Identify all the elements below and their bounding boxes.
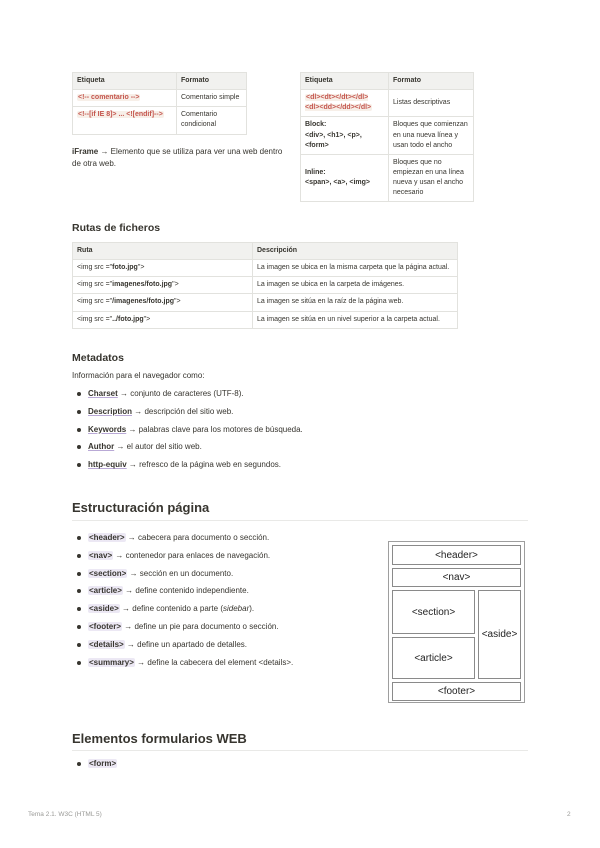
diagram-footer: <footer> xyxy=(392,682,521,701)
block-label: Block: xyxy=(305,121,327,129)
table-row: <img src ="foto.jpg"> La imagen se ubica en la misma carpeta que la página actual. xyxy=(73,260,458,277)
page-structure-diagram xyxy=(388,541,525,703)
diagram-article: <article> xyxy=(392,637,475,679)
inline-label: Inline: xyxy=(305,168,326,176)
iframe-description: → Elemento que se utiliza para ver una web dentro de otra web. xyxy=(72,147,283,168)
path-value: /imagenes/foto.jpg xyxy=(112,298,175,306)
dl-tags: <dl><dt></dt></dl> <dl><dd></dd></dl> xyxy=(305,94,372,112)
list-item: Keywords → palabras clave para los motores de búsqueda. xyxy=(72,424,303,442)
table-cell: Comentario condicional xyxy=(177,107,247,134)
table-row xyxy=(301,154,474,202)
diagram-aside: <aside> xyxy=(478,590,521,679)
table-header-formato: Formato xyxy=(177,73,247,90)
list-item: <article> → define contenido independiente. xyxy=(72,585,293,603)
table-row xyxy=(73,107,247,134)
list-item: <aside> → define contenido a parte (sidebar). xyxy=(72,603,293,621)
list-item: <nav> → contenedor para enlaces de navegación. xyxy=(72,550,293,568)
iframe-keyword: iFrame xyxy=(72,147,99,156)
rutas-table xyxy=(72,242,458,329)
rutas-heading: Rutas de ficheros xyxy=(72,222,161,234)
list-item: <summary> → define la cabecera del element <details>. xyxy=(72,657,293,675)
table-row: <img src ="/imagenes/foto.jpg"> La imagen se sitúa en la raíz de la página web. xyxy=(73,294,458,311)
list-item: Description → descripción del sitio web. xyxy=(72,406,303,424)
divider xyxy=(72,750,528,751)
formularios-heading: Elementos formularios WEB xyxy=(72,731,247,746)
list-item: http-equiv → refresco de la página web en segundos. xyxy=(72,459,303,477)
list-item: Charset → conjunto de caracteres (UTF-8). xyxy=(72,388,303,406)
path-value: ../foto.jpg xyxy=(112,315,144,323)
table-row xyxy=(301,90,474,117)
path-value: imagenes/foto.jpg xyxy=(112,281,173,289)
lists-blocks-table xyxy=(300,72,474,202)
comment-tag: <!-- comentario --> xyxy=(78,94,140,102)
table-header-formato: Formato xyxy=(389,73,474,90)
list-item: <header> → cabecera para documento o sección. xyxy=(72,532,293,550)
formularios-list xyxy=(72,758,117,776)
estructuracion-heading: Estructuración página xyxy=(72,500,210,515)
divider xyxy=(72,520,528,521)
table-row: <img src ="imagenes/foto.jpg"> La imagen se ubica en la carpeta de imágenes. xyxy=(73,277,458,294)
diagram-section: <section> xyxy=(392,590,475,634)
list-item: <section> → sección en un documento. xyxy=(72,568,293,586)
conditional-comment-tag: <!--[if IE 8]> ... <![endif]--> xyxy=(78,111,163,119)
table-header-ruta: Ruta xyxy=(73,243,253,260)
iframe-paragraph xyxy=(72,146,287,169)
table-cell: Bloques que no empiezan en una línea nueva y usan el ancho necesario xyxy=(389,154,474,202)
metadatos-list xyxy=(72,388,303,477)
table-cell: Listas descriptivas xyxy=(389,90,474,117)
list-item: Author → el autor del sitio web. xyxy=(72,441,303,459)
page-number: 2 xyxy=(567,811,571,818)
table-cell: La imagen se sitúa en la raíz de la página web. xyxy=(253,294,458,311)
list-item: <form> xyxy=(72,758,117,776)
table-row xyxy=(73,90,247,107)
path-value: foto.jpg xyxy=(112,264,138,272)
diagram-nav: <nav> xyxy=(392,568,521,587)
table-row xyxy=(301,117,474,154)
table-cell: La imagen se ubica en la misma carpeta que la página actual. xyxy=(253,260,458,277)
metadatos-intro: Información para el navegador como: xyxy=(72,371,205,380)
table-header-etiqueta: Etiqueta xyxy=(301,73,389,90)
metadatos-heading: Metadatos xyxy=(72,352,124,364)
table-cell: Bloques que comienzan en una nueva línea y usan todo el ancho xyxy=(389,117,474,154)
comments-table xyxy=(72,72,247,135)
block-tags: <div>, <h1>, <p>, <form> xyxy=(305,131,362,149)
estructuracion-list xyxy=(72,532,293,674)
table-row: <img src ="../foto.jpg"> La imagen se sitúa en un nivel superior a la carpeta actual. xyxy=(73,311,458,328)
footer-title: Tema 2.1. W3C (HTML 5) xyxy=(28,811,102,818)
diagram-header: <header> xyxy=(392,545,521,565)
list-item: <footer> → define un pie para documento o sección. xyxy=(72,621,293,639)
inline-tags: <span>, <a>, <img> xyxy=(305,179,370,187)
table-header-descripcion: Descripción xyxy=(253,243,458,260)
list-item: <details> → define un apartado de detalles. xyxy=(72,639,293,657)
table-header-etiqueta: Etiqueta xyxy=(73,73,177,90)
table-cell: La imagen se ubica en la carpeta de imágenes. xyxy=(253,277,458,294)
table-cell: La imagen se sitúa en un nivel superior a la carpeta actual. xyxy=(253,311,458,328)
table-cell: Comentario simple xyxy=(177,90,247,107)
